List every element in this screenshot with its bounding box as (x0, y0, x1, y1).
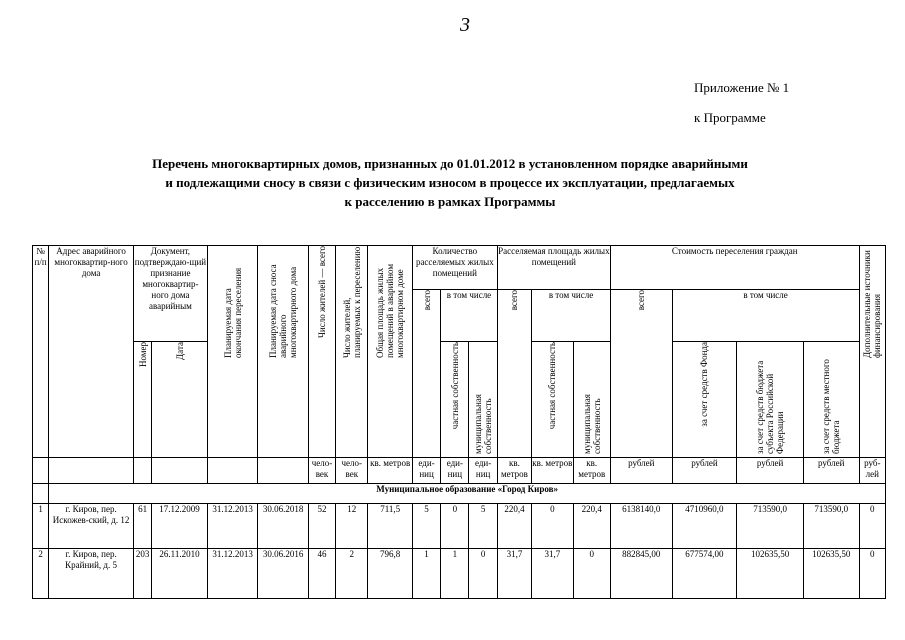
section-title: Муниципальное образование «Город Киров» (49, 484, 886, 504)
unit-rooms-private: еди-ниц (441, 458, 469, 484)
row-area-private: 0 (532, 504, 573, 549)
unit-cost-regional: рублей (737, 458, 804, 484)
row-residents-total: 52 (308, 504, 335, 549)
row-planned-demolition: 30.06.2018 (258, 504, 309, 549)
header-rooms-incl: в том числе (441, 290, 498, 342)
row-residents-planned: 2 (336, 549, 368, 599)
header-cost-incl: в том числе (672, 290, 859, 342)
row-doc-date: 17.12.2009 (152, 504, 208, 549)
header-area-resettled: Расселяемая площадь жилых помещений (497, 246, 610, 290)
table-row (33, 549, 886, 599)
row-planned-end: 31.12.2013 (207, 549, 258, 599)
title-line-1: Перечень многоквартирных домов, признанных до 01.01.2012 в установленном порядке аварийными (152, 156, 748, 171)
unit-people-planned: чело-век (336, 458, 368, 484)
row-planned-end: 31.12.2013 (207, 504, 258, 549)
unit-rooms-total: еди-ниц (412, 458, 440, 484)
row-doc-number: 203 (134, 549, 152, 599)
header-rooms-municipal: муниципальная собственность (469, 342, 497, 458)
row-area-municipal: 220,4 (573, 504, 610, 549)
appendix-label: Приложение № 1 (694, 80, 790, 95)
row-rooms-total: 5 (412, 504, 440, 549)
header-cost-total: всего (610, 290, 672, 458)
row-rooms-municipal: 0 (469, 549, 497, 599)
row-residents-planned: 12 (336, 504, 368, 549)
row-cost-regional: 713590,0 (737, 504, 804, 549)
row-num: 1 (33, 504, 49, 549)
document-title (100, 154, 800, 211)
header-planned-end: Планируемая дата окончания переселения (207, 246, 258, 458)
row-rooms-private: 0 (441, 504, 469, 549)
unit-area-municipal: кв. метров (573, 458, 610, 484)
row-area-private: 31,7 (532, 549, 573, 599)
row-additional: 0 (859, 504, 885, 549)
header-cost: Стоимость переселения граждан (610, 246, 859, 290)
unit-additional: руб-лей (859, 458, 885, 484)
header-num: № п/п (33, 246, 49, 458)
row-address: г. Киров, пер. Искожев-ский, д. 12 (49, 504, 134, 549)
header-doc-date: Дата (152, 342, 208, 458)
unit-total-area: кв. метров (368, 458, 412, 484)
row-cost-fund: 677574,00 (672, 549, 737, 599)
header-additional: Дополнительные источники финансирования (859, 246, 885, 458)
row-doc-date: 26.11.2010 (152, 549, 208, 599)
header-rooms-count: Количество расселяемых жилых помещений (412, 246, 497, 290)
row-cost-fund: 4710960,0 (672, 504, 737, 549)
row-residents-total: 46 (308, 549, 335, 599)
row-rooms-total: 1 (412, 549, 440, 599)
header-cost-regional: за счет средств бюджета субъекта Российской Федерации (737, 342, 804, 458)
header-area-total: всего (497, 290, 531, 458)
title-line-3: к расселению в рамках Программы (344, 194, 556, 209)
header-cost-local: за счет средств местного бюджета (803, 342, 859, 458)
header-residents-total: Число жителей — всего (308, 246, 335, 458)
unit-cost-local: рублей (803, 458, 859, 484)
row-rooms-municipal: 5 (469, 504, 497, 549)
row-cost-local: 713590,0 (803, 504, 859, 549)
row-additional: 0 (859, 549, 885, 599)
housing-table (32, 245, 886, 599)
row-rooms-private: 1 (441, 549, 469, 599)
header-doc-number: Номер (134, 342, 152, 458)
row-total-area: 796,8 (368, 549, 412, 599)
header-cost-fund: за счет средств Фонда (672, 342, 737, 458)
page-number: 3 (460, 14, 470, 36)
unit-rooms-municipal: еди-ниц (469, 458, 497, 484)
appendix-program: к Программе (694, 110, 766, 125)
row-area-municipal: 0 (573, 549, 610, 599)
header-total-area: Общая площадь жилых помещений в аварийном многоквартирном доме (368, 246, 412, 458)
title-line-2: и подлежащими сносу в связи с физическим износом в процессе их эксплуатации, предлагаемых (165, 175, 735, 190)
row-address: г. Киров, пер. Крайний, д. 5 (49, 549, 134, 599)
row-planned-demolition: 30.06.2016 (258, 549, 309, 599)
header-address: Адрес аварийного многоквартир-ного дома (49, 246, 134, 458)
header-rooms-total: всего (412, 290, 440, 458)
row-cost-total: 882845,00 (610, 549, 672, 599)
header-area-private: частная собственность (532, 342, 573, 458)
unit-people-total: чело-век (308, 458, 335, 484)
row-cost-total: 6138140,0 (610, 504, 672, 549)
row-area-total: 31,7 (497, 549, 531, 599)
row-cost-regional: 102635,50 (737, 549, 804, 599)
row-doc-number: 61 (134, 504, 152, 549)
header-rooms-private: частная собственность (441, 342, 469, 458)
header-area-municipal: муниципальная собственность (573, 342, 610, 458)
header-area-incl: в том числе (532, 290, 611, 342)
row-area-total: 220,4 (497, 504, 531, 549)
unit-area-total: кв. метров (497, 458, 531, 484)
table-row (33, 504, 886, 549)
row-num: 2 (33, 549, 49, 599)
header-residents-planned: Число жителей, планируемых к переселению (336, 246, 368, 458)
unit-cost-fund: рублей (672, 458, 737, 484)
row-total-area: 711,5 (368, 504, 412, 549)
row-cost-local: 102635,50 (803, 549, 859, 599)
header-document: Документ, подтверждаю-щий признание многоквартир-ного дома аварийным (134, 246, 208, 342)
unit-cost-total: рублей (610, 458, 672, 484)
unit-area-private: кв. метров (532, 458, 573, 484)
header-planned-demolition: Планируемая дата сноса аварийного многоквартирного дома (258, 246, 309, 458)
